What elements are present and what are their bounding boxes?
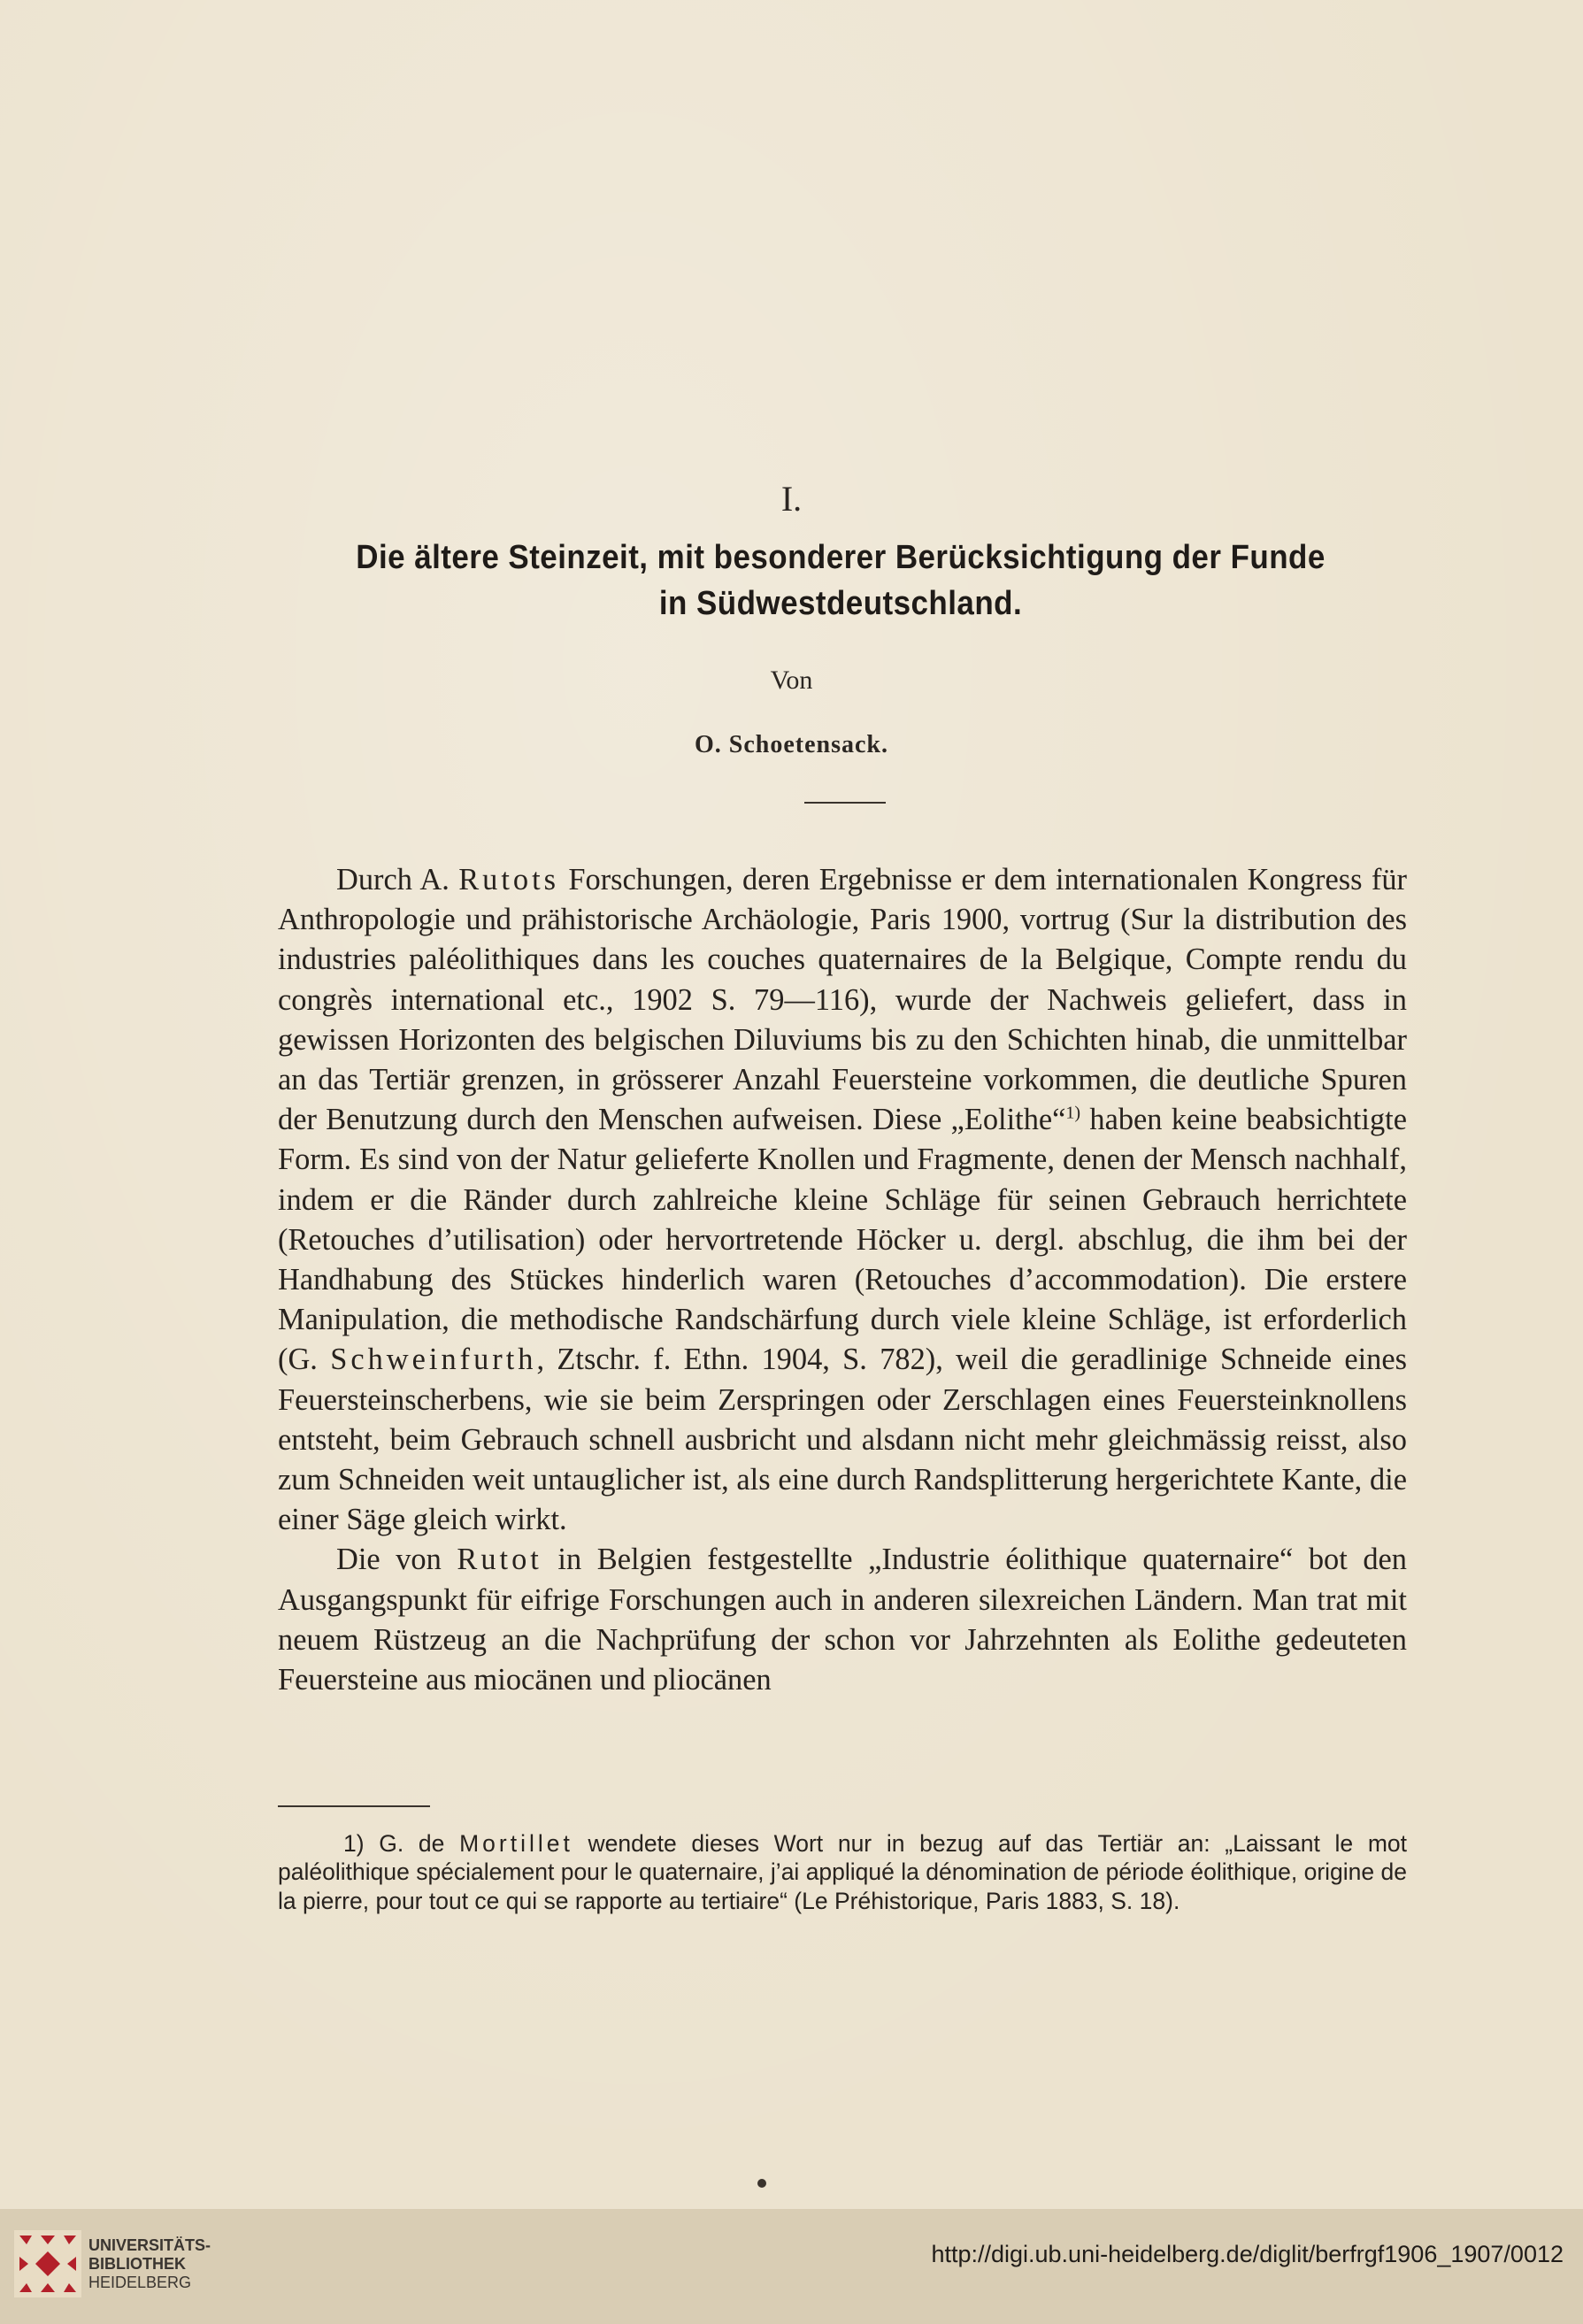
footnote-ref-1[interactable]: 1) [1065, 1103, 1081, 1123]
chapter-numeral: I. [780, 479, 803, 519]
university-library-logo-icon [14, 2230, 81, 2297]
p2-name-rutot: Rutot [457, 1543, 542, 1577]
library-name-line-3: HEIDELBERG [88, 2274, 192, 2291]
paragraph-2 [278, 1540, 1407, 1700]
body-text [278, 860, 1407, 1700]
fn-text-2: wendete dieses Wort nur in bezug auf das Tertiär an: „Laissant le mot paléolithique spécialement pour le quaternaire, j’ai appliqué la dénomination de période éolithique, origine de la pierre, pour tout ce qui se rapporte au tertiaire“ (Le Préhistorique, Paris 1883, S. 18). [278, 1830, 1407, 1914]
title-line-1: Die ältere Steinzeit, mit besonderer Berücksichtigung der Funde [356, 539, 1326, 576]
p2-text-2: in Belgien festgestellte „Industrie éolithique quaternaire“ bot den Ausgangspunkt für eifrige Forschungen auch in anderen silexreichen Ländern. Man trat mit neuem Rüstzeug an die Nachprüfung der schon vor Jahrzehnten als Eolithe gedeuteten Feuersteine aus miocänen und pliocänen [278, 1543, 1408, 1697]
p1-text-2: Forschungen, deren Ergebnisse er dem internationalen Kongress für Anthropologie und prähistorische Archäologie, Paris 1900, vortrug (Sur la distribution des industries paléolithiques dans les couches quaternaires de la Belgique, Compte rendu du congrès international etc., 1902 S. 79—116), wurde der Nachweis geliefert, dass in gewissen Horizonten des belgischen Diluviums bis zu den Schichten hinab, die unmittelbar an das Tertiär grenzen, in grösserer Anzahl Feuersteine vorkommen, die deutliche Spuren der Benutzung durch den Menschen aufweisen. Diese „Eolithe“ [278, 863, 1407, 1137]
byline-von: Von [770, 666, 813, 695]
library-name-line-1: UNIVERSITÄTS- [88, 2236, 211, 2254]
p1-text-1: Durch A. [336, 863, 459, 897]
p1-text-4: , Ztschr. f. Ethn. 1904, S. 782), weil die geradlinige Schneide eines Feuersteinscherbens, wie sie beim Zerspringen oder Zerschlagen eines Feuersteinknollens entsteht, beim Gebrauch schnell ausbricht und alsdann nicht mehr gleichmässig reisst, also zum Schneiden weit untauglicher ist, als eine durch Randsplitterung hergerichtete Kante, die einer Säge gleich wirkt. [278, 1343, 1407, 1537]
paragraph-1 [278, 860, 1407, 1540]
author-name: O. Schoetensack. [695, 731, 888, 758]
page-mark-dot [757, 2179, 766, 2188]
library-name-line-2: BIBLIOTHEK [88, 2255, 186, 2273]
footnote-divider [278, 1805, 430, 1807]
library-name [88, 2236, 211, 2292]
p1-name-rutots: Rutots [458, 863, 560, 897]
article-title [265, 535, 1416, 627]
p1-text-3: haben keine beabsichtigte Form. Es sind von der Natur gelieferte Knollen und Fragmente, denen der Mensch nachhalf, indem er die Ränder durch zahlreiche kleine Schläge für seinen Gebrauch herrichtete (Retouches d’utilisation) oder hervortretende Höcker u. dergl. abschlug, die ihm bei der Handhabung des Stückes hinderlich waren (Retouches d’accommodation). Die erstere Manipulation, die methodische Randschärfung durch viele kleine Schläge, ist erforderlich (G. [278, 1103, 1407, 1377]
title-divider [804, 802, 886, 804]
fn-name-mortillet: Mortillet [459, 1830, 573, 1857]
fn-text-1: 1) G. de [343, 1830, 460, 1857]
p2-text-1: Die von [336, 1543, 457, 1577]
title-line-2: in Südwestdeutschland. [658, 585, 1023, 622]
p1-name-schweinfurth: Schweinfurth [330, 1343, 537, 1377]
permalink-url[interactable]: http://digi.ub.uni-heidelberg.de/diglit/berfrgf1906_1907/0012 [931, 2241, 1564, 2267]
footnote [278, 1829, 1407, 1915]
footnote-1 [278, 1829, 1407, 1915]
